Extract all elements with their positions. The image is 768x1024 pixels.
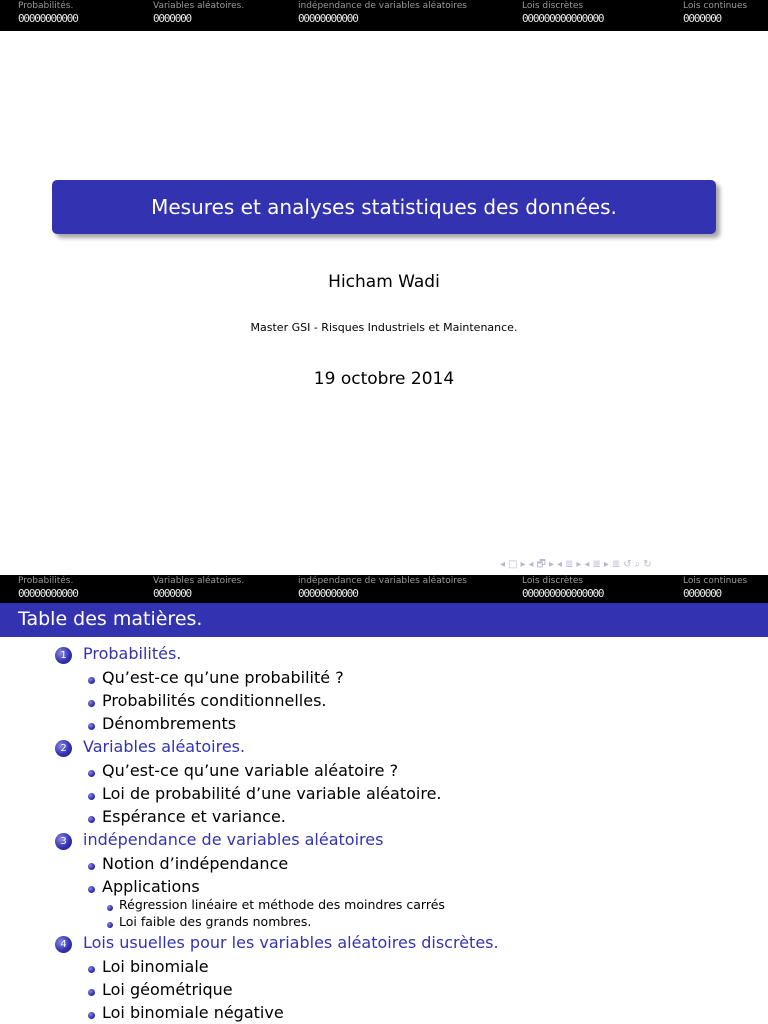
section-number-ball: 4 [55, 936, 72, 953]
nav-symbol-icon[interactable]: ◂ [500, 559, 506, 570]
toc-subsection[interactable]: Probabilités conditionnelles. [102, 690, 327, 710]
nav-symbol-icon[interactable]: ≣ [565, 559, 574, 570]
nav-symbol-icon[interactable]: ▸ [520, 559, 526, 570]
nav-section-progress-dots[interactable]: 00000000000 [298, 587, 358, 600]
nav-section-progress-dots[interactable]: 0000000 [683, 12, 721, 25]
nav-section-name[interactable]: Probabilités. [18, 1, 74, 11]
toc-subsection[interactable]: Espérance et variance. [102, 807, 286, 826]
bullet-icon [88, 770, 95, 777]
nav-section-name[interactable]: indépendance de variables aléatoires [298, 576, 467, 586]
nav-symbol-icon[interactable]: ⌕ [634, 559, 641, 570]
bullet-icon [88, 1012, 95, 1019]
section-number-ball: 3 [55, 833, 72, 850]
nav-symbol-icon[interactable]: ▸ [576, 559, 582, 570]
section-number-ball: 2 [55, 740, 72, 757]
nav-section-name[interactable]: Lois discrètes [522, 576, 584, 586]
presentation-title-block [52, 180, 716, 234]
nav-section-name[interactable]: Lois discrètes [522, 1, 584, 11]
nav-section-progress-dots[interactable]: 000000000000000 [522, 12, 604, 25]
bullet-icon [88, 793, 95, 800]
toc-subsection[interactable]: Loi binomiale négative [102, 1003, 284, 1022]
bullet-icon [88, 886, 95, 893]
toc-section-title[interactable]: Probabilités. [83, 644, 182, 663]
section-navigation-bar [0, 575, 768, 603]
nav-section-progress-dots[interactable]: 00000000000 [18, 587, 78, 600]
bullet-icon [107, 922, 113, 928]
frame-title-bar [0, 603, 768, 637]
nav-symbol-icon[interactable]: ↻ [643, 559, 652, 570]
nav-symbol-icon[interactable]: ▸ [603, 559, 609, 570]
toc-subsection[interactable]: Applications [102, 876, 200, 896]
nav-section-name[interactable]: Lois continues [683, 576, 748, 586]
nav-symbol-icon[interactable]: ≣ [611, 559, 621, 570]
toc-subsection[interactable]: Notion d’indépendance [102, 853, 289, 873]
toc-subsection[interactable]: Qu’est-ce qu’une probabilité ? [102, 667, 344, 687]
nav-section-progress-dots[interactable]: 000000000000000 [522, 587, 604, 600]
nav-section-progress-dots[interactable]: 00000000000 [18, 12, 78, 25]
frame-title: Table des matières. [18, 608, 203, 630]
nav-symbol-icon[interactable]: ≣ [592, 559, 601, 570]
nav-section-progress-dots[interactable]: 0000000 [153, 12, 191, 25]
nav-section-name[interactable]: indépendance de variables aléatoires [298, 1, 467, 11]
presentation-title: Mesures et analyses statistiques des données. [151, 195, 617, 219]
toc-subsection[interactable]: Loi de probabilité d’une variable aléatoire. [102, 783, 442, 803]
toc-subsection[interactable]: Loi géométrique [102, 979, 233, 999]
toc-subsection[interactable]: Loi binomiale [102, 956, 209, 976]
nav-section-progress-dots[interactable]: 00000000000 [298, 12, 358, 25]
bullet-icon [88, 863, 95, 870]
nav-symbol-icon[interactable]: ↺ [623, 559, 632, 570]
bullet-icon [88, 723, 95, 730]
nav-symbol-icon[interactable]: □ [508, 559, 518, 570]
presentation-date: 19 octobre 2014 [313, 369, 455, 389]
nav-section-name[interactable]: Variables aléatoires. [153, 576, 245, 586]
bullet-icon [88, 989, 95, 996]
toc-subsubsection[interactable]: Régression linéaire et méthode des moindres carrés [119, 897, 445, 913]
nav-section-name[interactable]: Lois continues [683, 1, 748, 11]
nav-section-progress-dots[interactable]: 0000000 [683, 587, 721, 600]
bullet-icon [88, 677, 95, 684]
nav-section-progress-dots[interactable]: 0000000 [153, 587, 191, 600]
bullet-icon [88, 816, 95, 823]
nav-symbol-icon[interactable]: ◂ [556, 559, 562, 570]
bullet-icon [107, 905, 113, 911]
section-navigation-bar [0, 0, 768, 31]
toc-section-title[interactable]: Variables aléatoires. [83, 737, 246, 757]
bullet-icon [88, 966, 95, 973]
toc-section-title[interactable]: indépendance de variables aléatoires [83, 830, 384, 850]
nav-section-name[interactable]: Variables aléatoires. [153, 1, 245, 11]
author-name: Hicham Wadi [328, 272, 440, 292]
toc-section-title[interactable]: Lois usuelles pour les variables aléatoires discrètes. [83, 933, 499, 953]
section-number-ball: 1 [55, 647, 72, 664]
toc-subsubsection[interactable]: Loi faible des grands nombres. [119, 913, 312, 929]
nav-symbol-icon[interactable]: ▸ [548, 559, 554, 570]
nav-symbol-icon[interactable]: 🗗 [536, 559, 546, 570]
nav-section-name[interactable]: Probabilités. [18, 576, 74, 586]
beamer-navigation-symbols[interactable] [500, 557, 762, 571]
institute: Master GSI - Risques Industriels et Maintenance. [250, 321, 518, 334]
bullet-icon [88, 700, 95, 707]
nav-symbol-icon[interactable]: ◂ [584, 559, 590, 570]
toc-subsection[interactable]: Qu’est-ce qu’une variable aléatoire ? [102, 760, 399, 780]
toc-subsection[interactable]: Dénombrements [102, 713, 237, 733]
nav-symbol-icon[interactable]: ◂ [528, 559, 534, 570]
